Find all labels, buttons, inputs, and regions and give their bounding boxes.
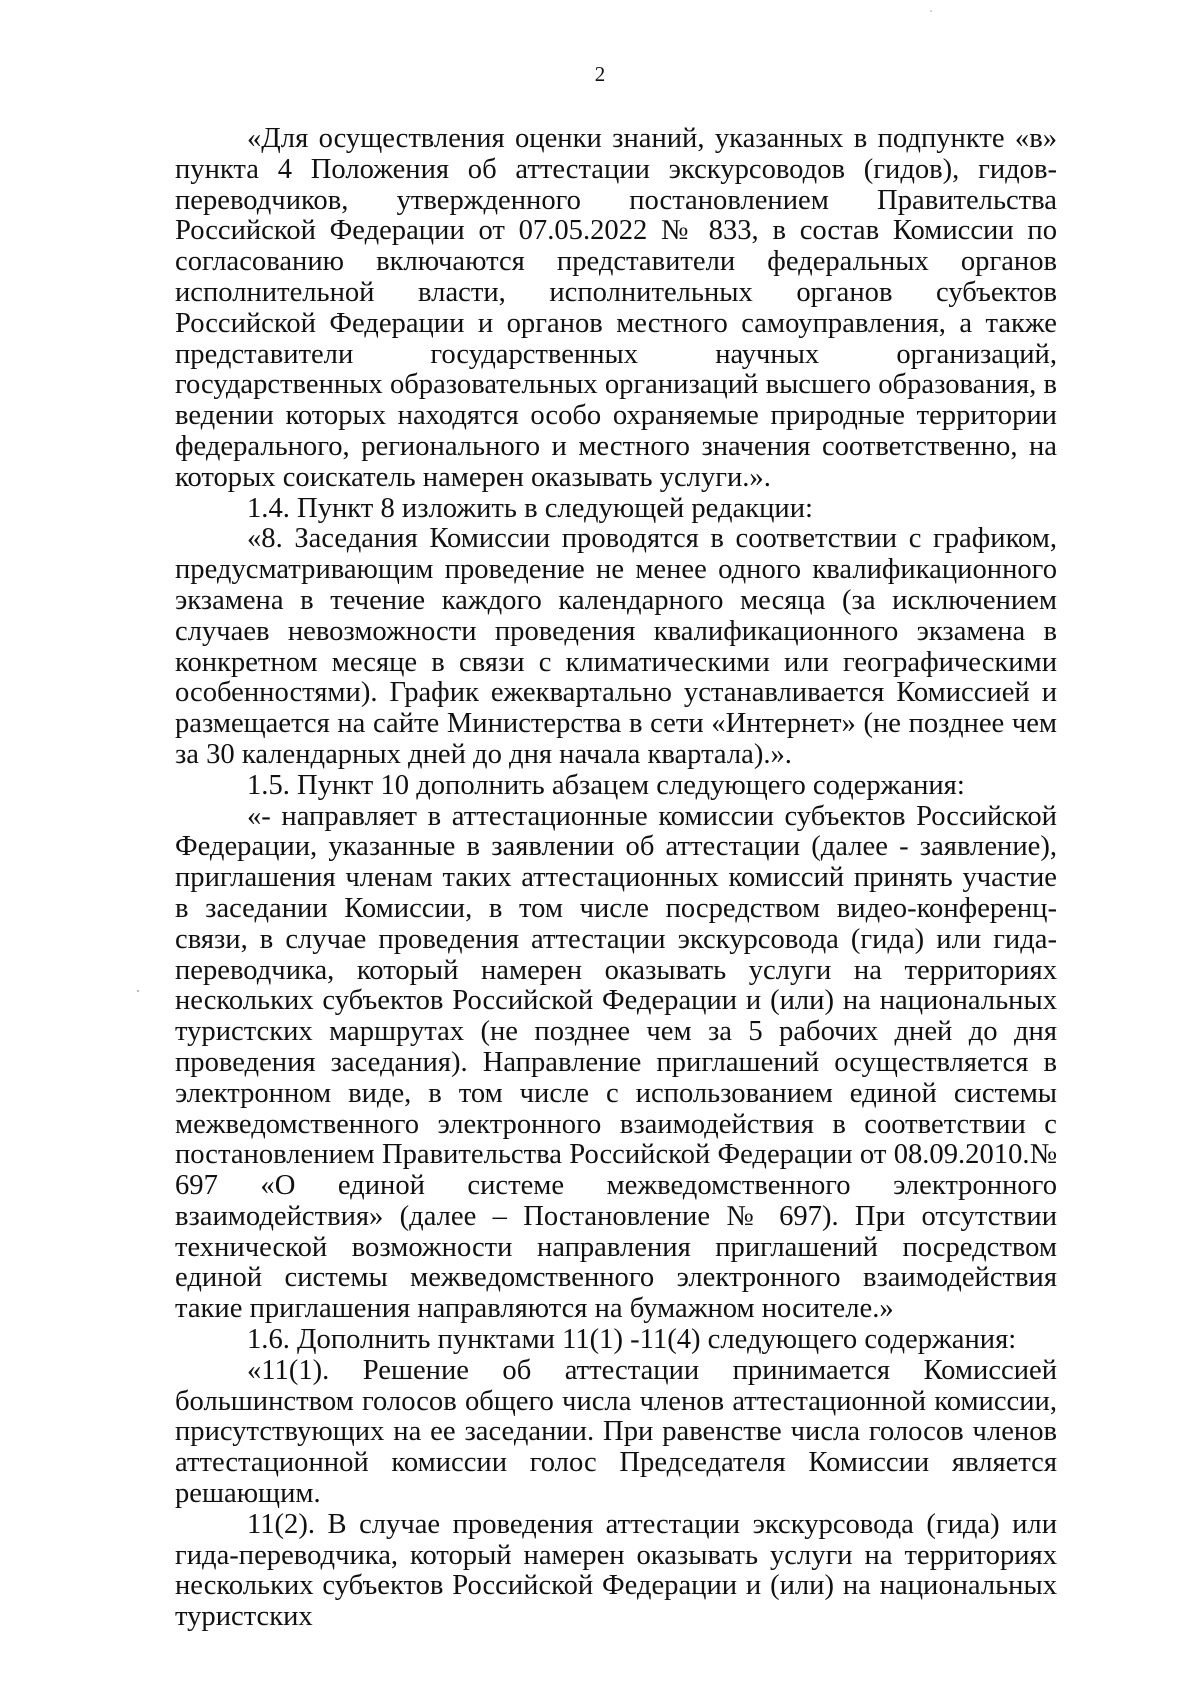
document-body bbox=[175, 124, 1057, 1633]
paragraph-item-8-text: «8. Заседания Комиссии проводятся в соответствии с графиком, предусматривающим проведение не менее одного квалификационного экзамена в течение каждого календарного месяца (за исключением случаев невозможности проведения квалификационного экзамена в конкретном месяце в связи с климатическими или географическими особенностями). График ежеквартально устанавливается Комиссией и размещается на сайте Министерства в сети «Интернет» (не позднее чем за 30 календарных дней до дня начала квартала).». bbox=[175, 523, 1057, 770]
scan-speck bbox=[930, 10, 932, 12]
paragraph-item-1-6: 1.6. Дополнить пунктами 11(1) -11(4) следующего содержания: bbox=[247, 1324, 1017, 1356]
paragraph-item-10-addition: «- направляет в аттестационные комиссии субъектов Российской Федерации, указанные в заявлении об аттестации (далее - заявление), приглашения членам таких аттестационных комиссий принять участие в заседании Комиссии, в том числе посредством видео-конференц-связи, в случае проведения аттестации экскурсовода (гида) или гида-переводчика, который намерен оказывать услуги на территориях нескольких субъектов Российской Федерации и (или) на национальных туристских маршрутах (не позднее чем за 5 рабочих дней до дня проведения заседания). Направление приглашений осуществляется в электронном виде, в том числе с использованием единой системы межведомственного электронного взаимодействия в соответствии с постановлением Правительства Российской Федерации от 08.09.2010.№ 697 «О единой системе межведомственного электронного взаимодействия» (далее – Постановление № 697). При отсутствии технической возможности направления приглашений посредством единой системы межведомственного электронного взаимодействия такие приглашения направляются на бумажном носителе.» bbox=[175, 800, 1057, 1325]
paragraph-item-11-1: «11(1). Решение об аттестации принимается Комиссией большинством голосов общего числа членов аттестационной комиссии, присутствующих на ее заседании. При равенстве числа голосов членов аттестационной комиссии голос Председателя Комиссии является решающим. bbox=[175, 1354, 1057, 1510]
paragraph-item-1-4: 1.4. Пункт 8 изложить в следующей редакции: bbox=[247, 492, 813, 524]
paragraph-item-1-5: 1.5. Пункт 10 дополнить абзацем следующего содержания: bbox=[247, 769, 965, 801]
paragraph-assessment-commission: «Для осуществления оценки знаний, указанных в подпункте «в» пункта 4 Положения об аттестации экскурсоводов (гидов), гидов-переводчиков, утвержденного постановлением Правительства Российской Федерации от 07.05.2022 № 833, в состав Комиссии по согласованию включаются представители федеральных органов исполнительной власти, исполнительных органов субъектов Российской Федерации и органов местного самоуправления, а также представители государственных научных организаций, государственных образовательных организаций высшего образования, в ведении которых находятся особо охраняемые природные территории федерального, регионального и местного значения соответственно, на которых соискатель намерен оказывать услуги.». bbox=[175, 123, 1057, 493]
page-number: 2 bbox=[594, 62, 606, 86]
paragraph-item-11-2: 11(2). В случае проведения аттестации экскурсовода (гида) или гида-переводчика, который намерен оказывать услуги на территориях нескольких субъектов Российской Федерации и (или) на национальных туристских bbox=[175, 1508, 1057, 1633]
scan-speck bbox=[137, 990, 139, 992]
